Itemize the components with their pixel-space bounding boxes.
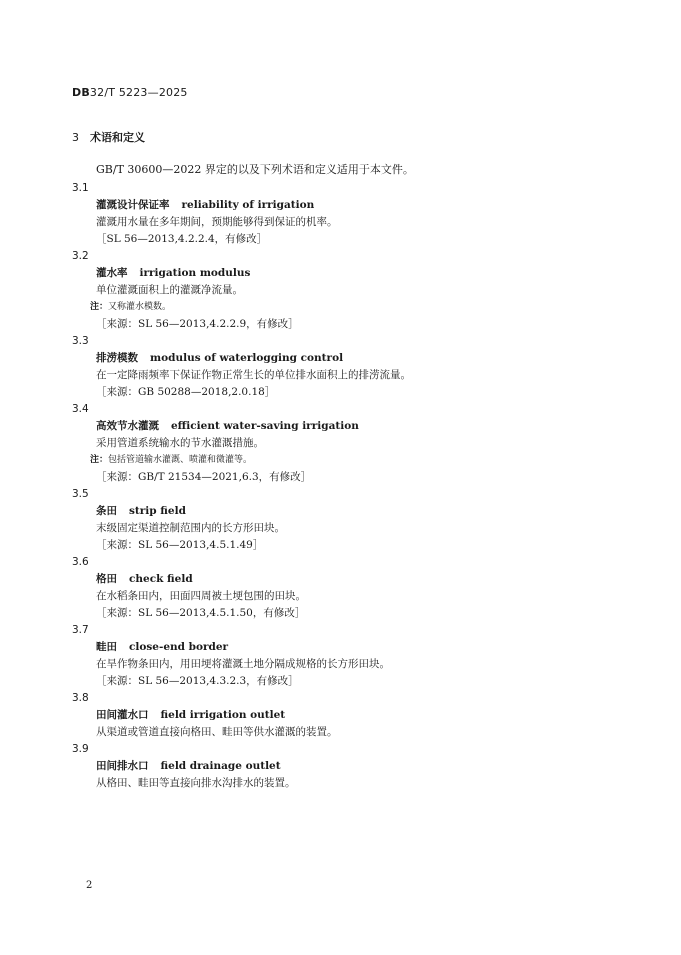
term-title: [96, 758, 681, 775]
term-title: [96, 418, 681, 435]
term-entry: [0, 180, 681, 248]
term-number: 3.4: [72, 403, 89, 415]
term-zh: 田间灌水口: [96, 709, 149, 721]
term-number: 3.8: [72, 692, 89, 704]
standard-prefix: DB: [72, 86, 90, 99]
term-note: [90, 299, 681, 316]
term-source: ［来源：GB 50288—2018,2.0.18］: [96, 386, 276, 398]
term-en: reliability of irrigation: [181, 199, 315, 211]
term-zh: 田间排水口: [96, 760, 149, 772]
note-label: 注：: [90, 455, 109, 465]
term-number: 3.1: [72, 182, 89, 194]
term-title: [96, 639, 681, 656]
term-source: ［来源：SL 56—2013,4.5.1.50，有修改］: [96, 607, 306, 619]
term-definition: 在水稻条田内，田面四周被土埂包围的田块。: [96, 590, 306, 602]
page-number: 2: [86, 880, 93, 891]
term-entry: [0, 690, 681, 741]
term-definition: 从格田、畦田等直接向排水沟排水的装置。: [96, 777, 296, 789]
term-definition: 末级固定渠道控制范围内的长方形田块。: [96, 522, 285, 534]
term-source: ［来源：SL 56—2013,4.5.1.49］: [96, 539, 264, 551]
term-en: irrigation modulus: [139, 267, 251, 279]
term-definition: 单位灌溉面积上的灌溉净流量。: [96, 284, 243, 296]
term-zh: 畦田: [96, 641, 117, 653]
term-definition: 在旱作物条田内，用田埂将灌溉土地分隔成规格的长方形田块。: [96, 658, 390, 670]
note-text: 包括管道输水灌溉、喷灌和微灌等。: [108, 455, 253, 465]
term-title: [96, 197, 681, 214]
section-title: 术语和定义: [90, 131, 145, 144]
term-en: efficient water-saving irrigation: [171, 420, 359, 432]
terms-list: [0, 180, 681, 792]
standard-code: 32/T 5223—2025: [89, 86, 188, 99]
term-zh: 条田: [96, 505, 117, 517]
term-zh: 排涝模数: [96, 352, 138, 364]
intro-paragraph: GB/T 30600—2022 界定的以及下列术语和定义适用于本文件。: [96, 163, 414, 176]
note-label: 注：: [90, 302, 109, 312]
term-title: [96, 350, 681, 367]
term-source: ［SL 56—2013,4.2.2.4，有修改］: [96, 233, 268, 245]
term-definition: 采用管道系统输水的节水灌溉措施。: [96, 437, 264, 449]
term-title: [96, 265, 681, 282]
term-definition: 在一定降雨频率下保证作物正常生长的单位排水面积上的排涝流量。: [96, 369, 411, 381]
term-source: ［来源：SL 56—2013,4.2.2.9，有修改］: [96, 318, 299, 330]
term-entry: [0, 554, 681, 622]
note-text: 又称灌水模数。: [108, 302, 172, 312]
term-en: field drainage outlet: [160, 760, 281, 772]
term-zh: 灌水率: [96, 267, 128, 279]
term-en: field irrigation outlet: [160, 709, 286, 721]
term-number: 3.5: [72, 488, 89, 500]
term-zh: 灌溉设计保证率: [96, 199, 170, 211]
term-zh: 格田: [96, 573, 117, 585]
section-heading: [72, 129, 145, 145]
term-source: ［来源：SL 56—2013,4.3.2.3，有修改］: [96, 675, 299, 687]
term-title: [96, 503, 681, 520]
term-note: [90, 452, 681, 469]
term-number: 3.2: [72, 250, 89, 262]
term-entry: [0, 622, 681, 690]
term-number: 3.9: [72, 743, 89, 755]
term-source: ［来源：GB/T 21534—2021,6.3，有修改］: [96, 471, 312, 483]
term-entry: [0, 248, 681, 333]
term-entry: [0, 741, 681, 792]
term-en: close-end border: [129, 641, 229, 653]
term-entry: [0, 333, 681, 401]
term-number: 3.7: [72, 624, 89, 636]
section-number: 3: [72, 131, 79, 144]
term-title: [96, 571, 681, 588]
term-en: modulus of waterlogging control: [150, 352, 344, 364]
term-definition: 从渠道或管道直接向格田、畦田等供水灌溉的装置。: [96, 726, 338, 738]
term-en: check field: [129, 573, 193, 585]
term-en: strip field: [129, 505, 186, 517]
term-definition: 灌溉用水量在多年期间，预期能够得到保证的机率。: [96, 216, 338, 228]
term-entry: [0, 486, 681, 554]
term-number: 3.3: [72, 335, 89, 347]
standard-header: [72, 86, 188, 99]
term-title: [96, 707, 681, 724]
term-entry: [0, 401, 681, 486]
term-number: 3.6: [72, 556, 89, 568]
term-zh: 高效节水灌溉: [96, 420, 159, 432]
